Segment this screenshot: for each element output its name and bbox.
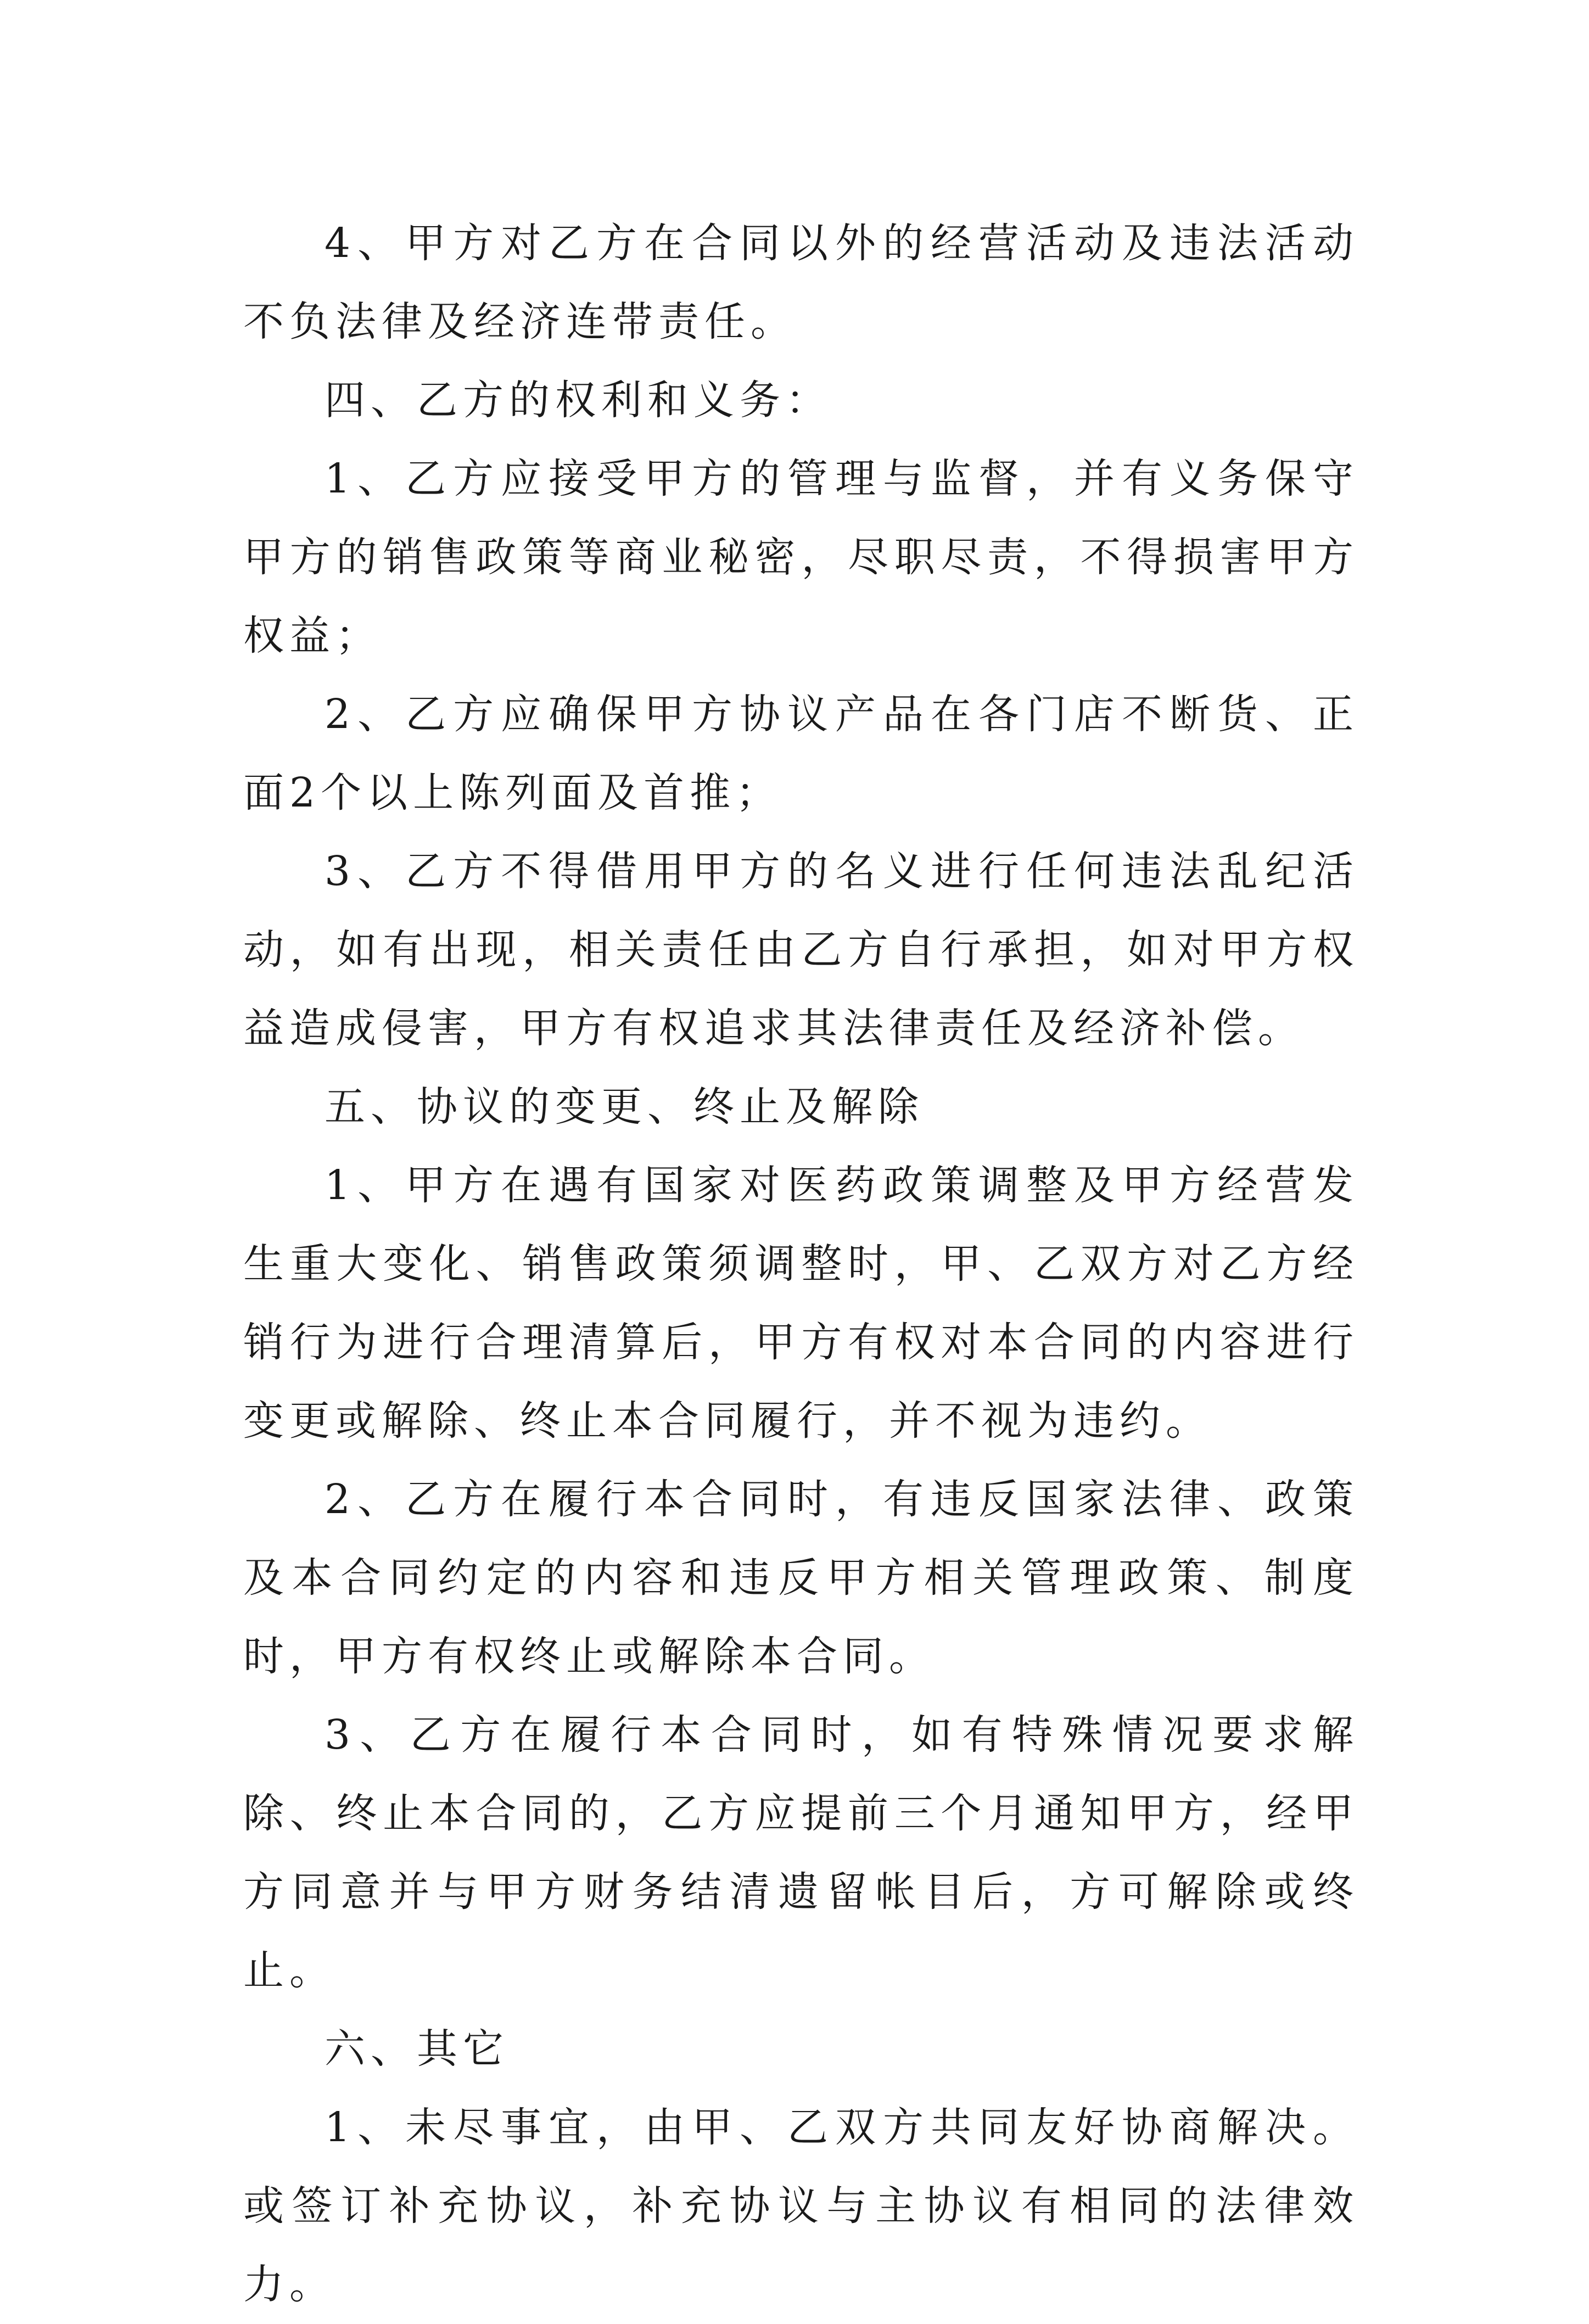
section-4-heading: 四、乙方的权利和义务： [324,377,832,424]
clause-4-3: 3、乙方不得借用甲方的名义进行任何违法乱纪活动，如有出现，相关责任由乙方自行承担，如对甲方权益造成侵害，甲方有权追求其法律责任及经济补偿。 [243,848,1359,1052]
section-6-heading: 六、其它 [324,2025,509,2073]
clause-6-1: 1、未尽事宜，由甲、乙双方共同友好协商解决。或签订补充协议，补充协议与主协议有相同的法律效力。 [243,2104,1359,2308]
clause-5-2: 2、乙方在履行本合同时，有违反国家法律、政策及本合同约定的内容和违反甲方相关管理政策、制度时，甲方有权终止或解除本合同。 [243,1476,1359,1680]
document-body [243,204,1359,2324]
clause-5-1: 1、甲方在遇有国家对医药政策调整及甲方经营发生重大变化、销售政策须调整时，甲、乙双方对乙方经销行为进行合理清算后，甲方有权对本合同的内容进行变更或解除、终止本合同履行，并不视为违约。 [243,1162,1359,1444]
clause-5-3: 3、乙方在履行本合同时，如有特殊情况要求解除、终止本合同的，乙方应提前三个月通知甲方，经甲方同意并与甲方财务结清遗留帐目后，方可解除或终止。 [243,1711,1359,1994]
section-5-heading: 五、协议的变更、终止及解除 [324,1083,924,1130]
clause-3-4: 4、甲方对乙方在合同以外的经营活动及违法活动不负法律及经济连带责任。 [243,220,1359,345]
clause-4-1: 1、乙方应接受甲方的管理与监督，并有义务保守甲方的销售政策等商业秘密，尽职尽责，不得损害甲方权益； [243,455,1359,659]
clause-4-2: 2、乙方应确保甲方协议产品在各门店不断货、正面2个以上陈列面及首推； [243,691,1359,816]
